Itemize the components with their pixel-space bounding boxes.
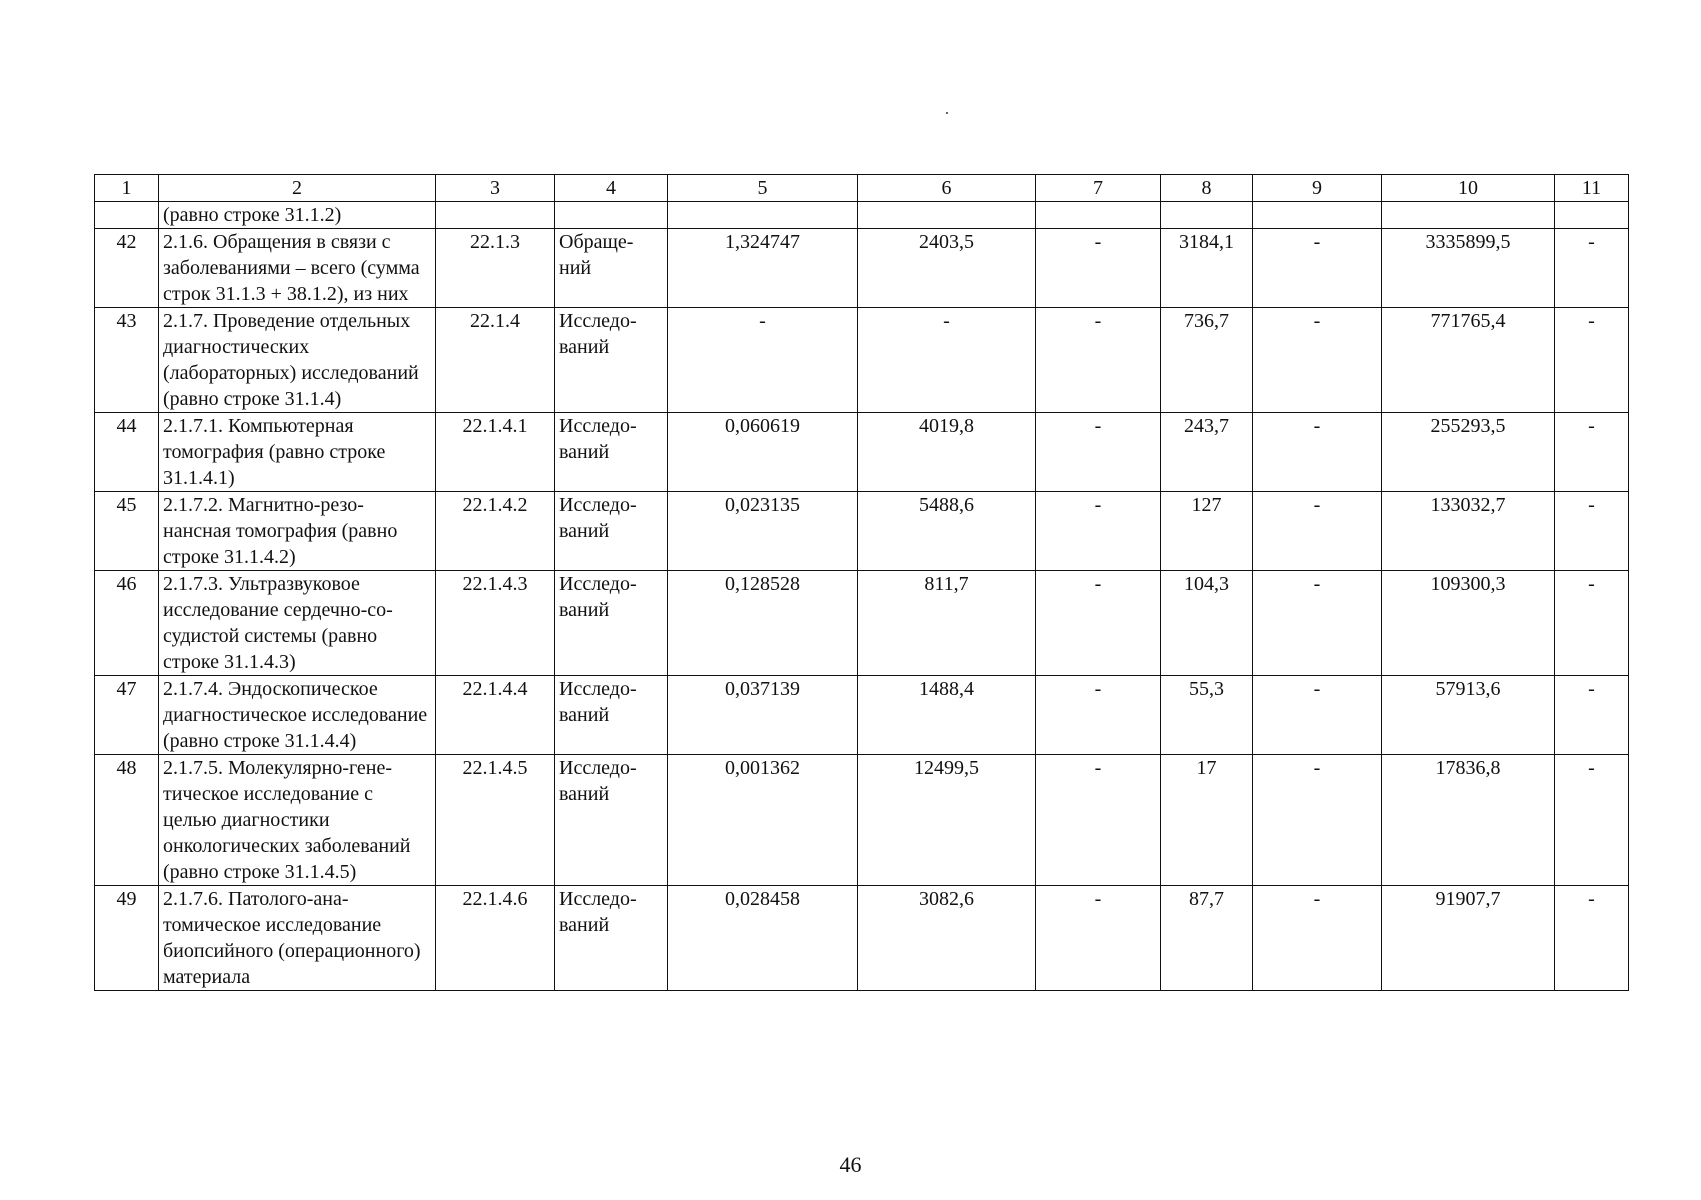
description-cell: 2.1.7.3. Ультразвуковое исследование сердечно-со-судистой системы (равно строке 31.1.4.3) <box>159 571 436 676</box>
description-cell: 2.1.7.6. Патолого-ана-томическое исследование биопсийного (операционного) материала <box>159 886 436 991</box>
col10-cell <box>1382 202 1555 229</box>
page-number: 46 <box>839 1152 862 1177</box>
header-cell: 6 <box>858 175 1036 202</box>
col5-cell: 0,128528 <box>668 571 858 676</box>
col6-cell <box>858 202 1036 229</box>
header-cell: 3 <box>436 175 555 202</box>
table-row <box>95 308 1629 413</box>
col6-cell: 12499,5 <box>858 755 1036 886</box>
col5-cell: 0,023135 <box>668 492 858 571</box>
description-cell: 2.1.7.4. Эндоскопическое диагностическое исследование (равно строке 31.1.4.4) <box>159 676 436 755</box>
data-table <box>94 174 1629 991</box>
code-cell: 22.1.4.1 <box>436 413 555 492</box>
code-cell: 22.1.4.3 <box>436 571 555 676</box>
unit-cell: Обраще-ний <box>555 229 668 308</box>
code-cell: 22.1.4.4 <box>436 676 555 755</box>
row-number-cell: 47 <box>95 676 159 755</box>
col9-cell: - <box>1253 755 1382 886</box>
header-cell: 4 <box>555 175 668 202</box>
col8-cell: 104,3 <box>1161 571 1253 676</box>
col6-cell: 3082,6 <box>858 886 1036 991</box>
col10-cell: 133032,7 <box>1382 492 1555 571</box>
col7-cell: - <box>1036 492 1161 571</box>
col11-cell: - <box>1555 755 1629 886</box>
code-cell: 22.1.4.5 <box>436 755 555 886</box>
col8-cell: 87,7 <box>1161 886 1253 991</box>
table-row <box>95 202 1629 229</box>
col5-cell: 1,324747 <box>668 229 858 308</box>
code-cell: 22.1.3 <box>436 229 555 308</box>
table-row <box>95 676 1629 755</box>
scan-speck <box>946 112 948 114</box>
col10-cell: 109300,3 <box>1382 571 1555 676</box>
header-cell: 2 <box>159 175 436 202</box>
code-cell: 22.1.4.6 <box>436 886 555 991</box>
col8-cell: 55,3 <box>1161 676 1253 755</box>
unit-cell: Исследо-ваний <box>555 413 668 492</box>
col7-cell: - <box>1036 755 1161 886</box>
col11-cell: - <box>1555 308 1629 413</box>
header-cell: 1 <box>95 175 159 202</box>
col5-cell: 0,060619 <box>668 413 858 492</box>
description-cell: 2.1.7. Проведение отдельных диагностических (лабораторных) исследований (равно строке 31.1.4) <box>159 308 436 413</box>
table-row <box>95 571 1629 676</box>
unit-cell: Исследо-ваний <box>555 676 668 755</box>
col8-cell: 3184,1 <box>1161 229 1253 308</box>
col7-cell: - <box>1036 886 1161 991</box>
col9-cell: - <box>1253 571 1382 676</box>
col11-cell: - <box>1555 886 1629 991</box>
col6-cell: 5488,6 <box>858 492 1036 571</box>
table-row <box>95 413 1629 492</box>
header-cell: 8 <box>1161 175 1253 202</box>
description-cell: 2.1.7.1. Компьютерная томография (равно строке 31.1.4.1) <box>159 413 436 492</box>
col11-cell: - <box>1555 676 1629 755</box>
col7-cell <box>1036 202 1161 229</box>
col11-cell <box>1555 202 1629 229</box>
col5-cell: 0,001362 <box>668 755 858 886</box>
col11-cell: - <box>1555 229 1629 308</box>
header-cell: 7 <box>1036 175 1161 202</box>
col5-cell: 0,037139 <box>668 676 858 755</box>
col9-cell: - <box>1253 308 1382 413</box>
header-cell: 11 <box>1555 175 1629 202</box>
unit-cell: Исследо-ваний <box>555 755 668 886</box>
col9-cell: - <box>1253 886 1382 991</box>
code-cell: 22.1.4 <box>436 308 555 413</box>
header-cell: 9 <box>1253 175 1382 202</box>
unit-cell: Исследо-ваний <box>555 571 668 676</box>
row-number-cell: 44 <box>95 413 159 492</box>
col7-cell: - <box>1036 229 1161 308</box>
col8-cell: 736,7 <box>1161 308 1253 413</box>
col10-cell: 91907,7 <box>1382 886 1555 991</box>
unit-cell: Исследо-ваний <box>555 886 668 991</box>
col11-cell: - <box>1555 571 1629 676</box>
code-cell <box>436 202 555 229</box>
row-number-cell: 48 <box>95 755 159 886</box>
col5-cell: 0,028458 <box>668 886 858 991</box>
row-number-cell: 45 <box>95 492 159 571</box>
description-cell: 2.1.6. Обращения в связи с заболеваниями – всего (сумма строк 31.1.3 + 38.1.2), из них <box>159 229 436 308</box>
col10-cell: 771765,4 <box>1382 308 1555 413</box>
row-number-cell: 42 <box>95 229 159 308</box>
table-row <box>95 229 1629 308</box>
code-cell: 22.1.4.2 <box>436 492 555 571</box>
col9-cell: - <box>1253 676 1382 755</box>
unit-cell: Исследо-ваний <box>555 308 668 413</box>
col7-cell: - <box>1036 571 1161 676</box>
col10-cell: 17836,8 <box>1382 755 1555 886</box>
col10-cell: 255293,5 <box>1382 413 1555 492</box>
col7-cell: - <box>1036 413 1161 492</box>
description-cell: 2.1.7.2. Магнитно-резо-нансная томография (равно строке 31.1.4.2) <box>159 492 436 571</box>
table-row <box>95 755 1629 886</box>
col9-cell: - <box>1253 413 1382 492</box>
row-number-cell: 49 <box>95 886 159 991</box>
col9-cell <box>1253 202 1382 229</box>
col7-cell: - <box>1036 308 1161 413</box>
table-row <box>95 492 1629 571</box>
unit-cell: Исследо-ваний <box>555 492 668 571</box>
header-cell: 5 <box>668 175 858 202</box>
unit-cell <box>555 202 668 229</box>
col9-cell: - <box>1253 492 1382 571</box>
col7-cell: - <box>1036 676 1161 755</box>
table-row <box>95 886 1629 991</box>
row-number-cell <box>95 202 159 229</box>
col6-cell: 2403,5 <box>858 229 1036 308</box>
col8-cell: 17 <box>1161 755 1253 886</box>
col6-cell: - <box>858 308 1036 413</box>
col10-cell: 57913,6 <box>1382 676 1555 755</box>
col11-cell: - <box>1555 492 1629 571</box>
col6-cell: 811,7 <box>858 571 1036 676</box>
col9-cell: - <box>1253 229 1382 308</box>
col8-cell <box>1161 202 1253 229</box>
col5-cell: - <box>668 308 858 413</box>
header-row <box>95 175 1629 202</box>
row-number-cell: 43 <box>95 308 159 413</box>
col6-cell: 1488,4 <box>858 676 1036 755</box>
description-cell: 2.1.7.5. Молекулярно-гене-тическое исследование с целью диагностики онкологических заболеваний (равно строке 31.1.4.5) <box>159 755 436 886</box>
col11-cell: - <box>1555 413 1629 492</box>
col8-cell: 127 <box>1161 492 1253 571</box>
col5-cell <box>668 202 858 229</box>
col8-cell: 243,7 <box>1161 413 1253 492</box>
header-cell: 10 <box>1382 175 1555 202</box>
col10-cell: 3335899,5 <box>1382 229 1555 308</box>
row-number-cell: 46 <box>95 571 159 676</box>
description-cell: (равно строке 31.1.2) <box>159 202 436 229</box>
col6-cell: 4019,8 <box>858 413 1036 492</box>
